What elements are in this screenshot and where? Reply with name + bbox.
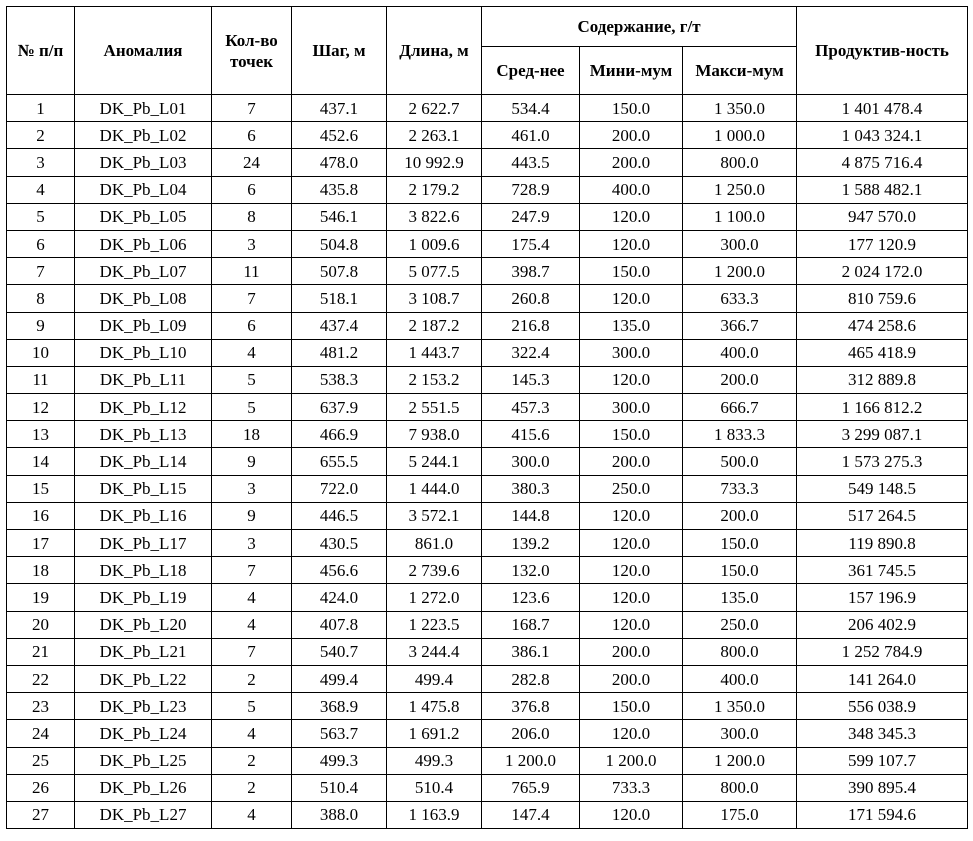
cell-avg: 376.8 <box>482 693 580 720</box>
table-row <box>7 285 968 312</box>
cell-length: 861.0 <box>387 530 482 557</box>
cell-num: 3 <box>7 149 75 176</box>
cell-avg: 461.0 <box>482 122 580 149</box>
cell-max: 1 350.0 <box>683 95 797 122</box>
cell-avg: 216.8 <box>482 312 580 339</box>
cell-anomaly: DK_Pb_L10 <box>75 339 212 366</box>
cell-length: 3 572.1 <box>387 502 482 529</box>
cell-anomaly: DK_Pb_L09 <box>75 312 212 339</box>
cell-num: 13 <box>7 421 75 448</box>
cell-step: 518.1 <box>292 285 387 312</box>
cell-productivity: 141 264.0 <box>797 665 968 692</box>
cell-max: 200.0 <box>683 502 797 529</box>
cell-productivity: 1 252 784.9 <box>797 638 968 665</box>
cell-avg: 175.4 <box>482 230 580 257</box>
cell-anomaly: DK_Pb_L14 <box>75 448 212 475</box>
table-row <box>7 502 968 529</box>
cell-avg: 443.5 <box>482 149 580 176</box>
header-length: Длина, м <box>387 7 482 95</box>
table-row <box>7 394 968 421</box>
cell-length: 1 443.7 <box>387 339 482 366</box>
cell-productivity: 474 258.6 <box>797 312 968 339</box>
table-row <box>7 584 968 611</box>
cell-step: 481.2 <box>292 339 387 366</box>
cell-step: 424.0 <box>292 584 387 611</box>
cell-num: 4 <box>7 176 75 203</box>
cell-step: 722.0 <box>292 475 387 502</box>
cell-step: 407.8 <box>292 611 387 638</box>
cell-length: 5 244.1 <box>387 448 482 475</box>
cell-avg: 534.4 <box>482 95 580 122</box>
cell-avg: 145.3 <box>482 366 580 393</box>
header-points: Кол-во точек <box>212 7 292 95</box>
cell-num: 22 <box>7 665 75 692</box>
cell-max: 300.0 <box>683 720 797 747</box>
cell-max: 250.0 <box>683 611 797 638</box>
table-row <box>7 122 968 149</box>
cell-num: 23 <box>7 693 75 720</box>
cell-anomaly: DK_Pb_L08 <box>75 285 212 312</box>
cell-num: 8 <box>7 285 75 312</box>
cell-length: 499.4 <box>387 665 482 692</box>
cell-length: 2 179.2 <box>387 176 482 203</box>
cell-anomaly: DK_Pb_L20 <box>75 611 212 638</box>
cell-max: 1 000.0 <box>683 122 797 149</box>
cell-min: 120.0 <box>580 285 683 312</box>
cell-productivity: 549 148.5 <box>797 475 968 502</box>
table-row <box>7 366 968 393</box>
cell-min: 135.0 <box>580 312 683 339</box>
cell-num: 12 <box>7 394 75 421</box>
cell-productivity: 177 120.9 <box>797 230 968 257</box>
cell-length: 10 992.9 <box>387 149 482 176</box>
cell-length: 2 187.2 <box>387 312 482 339</box>
cell-points: 9 <box>212 448 292 475</box>
cell-num: 9 <box>7 312 75 339</box>
cell-anomaly: DK_Pb_L15 <box>75 475 212 502</box>
header-anomaly: Аномалия <box>75 7 212 95</box>
cell-step: 504.8 <box>292 230 387 257</box>
cell-anomaly: DK_Pb_L17 <box>75 530 212 557</box>
cell-step: 563.7 <box>292 720 387 747</box>
cell-points: 6 <box>212 312 292 339</box>
cell-productivity: 810 759.6 <box>797 285 968 312</box>
cell-avg: 147.4 <box>482 801 580 828</box>
cell-productivity: 206 402.9 <box>797 611 968 638</box>
cell-length: 2 551.5 <box>387 394 482 421</box>
cell-anomaly: DK_Pb_L22 <box>75 665 212 692</box>
cell-min: 200.0 <box>580 122 683 149</box>
cell-avg: 380.3 <box>482 475 580 502</box>
cell-num: 21 <box>7 638 75 665</box>
cell-max: 135.0 <box>683 584 797 611</box>
table-row <box>7 230 968 257</box>
cell-avg: 123.6 <box>482 584 580 611</box>
cell-anomaly: DK_Pb_L04 <box>75 176 212 203</box>
cell-min: 733.3 <box>580 774 683 801</box>
cell-anomaly: DK_Pb_L25 <box>75 747 212 774</box>
table-row <box>7 801 968 828</box>
cell-step: 446.5 <box>292 502 387 529</box>
header-productivity: Продуктив-ность <box>797 7 968 95</box>
cell-productivity: 1 166 812.2 <box>797 394 968 421</box>
cell-productivity: 3 299 087.1 <box>797 421 968 448</box>
cell-anomaly: DK_Pb_L26 <box>75 774 212 801</box>
cell-length: 1 691.2 <box>387 720 482 747</box>
cell-anomaly: DK_Pb_L05 <box>75 203 212 230</box>
cell-num: 5 <box>7 203 75 230</box>
cell-num: 1 <box>7 95 75 122</box>
cell-min: 120.0 <box>580 366 683 393</box>
cell-avg: 415.6 <box>482 421 580 448</box>
cell-max: 200.0 <box>683 366 797 393</box>
cell-points: 24 <box>212 149 292 176</box>
cell-anomaly: DK_Pb_L12 <box>75 394 212 421</box>
cell-max: 733.3 <box>683 475 797 502</box>
cell-avg: 282.8 <box>482 665 580 692</box>
cell-points: 11 <box>212 258 292 285</box>
cell-anomaly: DK_Pb_L21 <box>75 638 212 665</box>
cell-avg: 206.0 <box>482 720 580 747</box>
cell-length: 1 272.0 <box>387 584 482 611</box>
cell-length: 2 739.6 <box>387 557 482 584</box>
cell-num: 7 <box>7 258 75 285</box>
cell-max: 666.7 <box>683 394 797 421</box>
cell-anomaly: DK_Pb_L01 <box>75 95 212 122</box>
cell-step: 437.1 <box>292 95 387 122</box>
cell-points: 3 <box>212 475 292 502</box>
cell-avg: 457.3 <box>482 394 580 421</box>
table-row <box>7 530 968 557</box>
cell-max: 500.0 <box>683 448 797 475</box>
cell-productivity: 2 024 172.0 <box>797 258 968 285</box>
cell-avg: 247.9 <box>482 203 580 230</box>
cell-avg: 765.9 <box>482 774 580 801</box>
cell-anomaly: DK_Pb_L02 <box>75 122 212 149</box>
cell-avg: 728.9 <box>482 176 580 203</box>
cell-num: 20 <box>7 611 75 638</box>
cell-points: 5 <box>212 394 292 421</box>
cell-anomaly: DK_Pb_L13 <box>75 421 212 448</box>
table-row <box>7 638 968 665</box>
cell-max: 1 250.0 <box>683 176 797 203</box>
cell-length: 510.4 <box>387 774 482 801</box>
table-row <box>7 720 968 747</box>
cell-max: 800.0 <box>683 774 797 801</box>
cell-productivity: 171 594.6 <box>797 801 968 828</box>
table-row <box>7 448 968 475</box>
cell-points: 7 <box>212 557 292 584</box>
cell-points: 4 <box>212 584 292 611</box>
table-row <box>7 611 968 638</box>
header-step: Шаг, м <box>292 7 387 95</box>
cell-productivity: 599 107.7 <box>797 747 968 774</box>
cell-min: 150.0 <box>580 421 683 448</box>
cell-avg: 260.8 <box>482 285 580 312</box>
cell-length: 5 077.5 <box>387 258 482 285</box>
cell-anomaly: DK_Pb_L07 <box>75 258 212 285</box>
cell-points: 3 <box>212 230 292 257</box>
cell-step: 538.3 <box>292 366 387 393</box>
cell-length: 1 475.8 <box>387 693 482 720</box>
cell-num: 10 <box>7 339 75 366</box>
cell-productivity: 1 401 478.4 <box>797 95 968 122</box>
table-row <box>7 665 968 692</box>
cell-productivity: 119 890.8 <box>797 530 968 557</box>
cell-productivity: 947 570.0 <box>797 203 968 230</box>
cell-anomaly: DK_Pb_L03 <box>75 149 212 176</box>
cell-num: 17 <box>7 530 75 557</box>
cell-avg: 398.7 <box>482 258 580 285</box>
cell-length: 2 263.1 <box>387 122 482 149</box>
cell-avg: 386.1 <box>482 638 580 665</box>
cell-anomaly: DK_Pb_L27 <box>75 801 212 828</box>
cell-points: 7 <box>212 638 292 665</box>
cell-max: 366.7 <box>683 312 797 339</box>
cell-avg: 168.7 <box>482 611 580 638</box>
cell-step: 478.0 <box>292 149 387 176</box>
cell-productivity: 157 196.9 <box>797 584 968 611</box>
cell-avg: 132.0 <box>482 557 580 584</box>
table-row <box>7 149 968 176</box>
cell-min: 200.0 <box>580 149 683 176</box>
cell-num: 25 <box>7 747 75 774</box>
cell-max: 1 833.3 <box>683 421 797 448</box>
cell-points: 7 <box>212 95 292 122</box>
cell-max: 175.0 <box>683 801 797 828</box>
cell-step: 437.4 <box>292 312 387 339</box>
cell-productivity: 348 345.3 <box>797 720 968 747</box>
cell-productivity: 465 418.9 <box>797 339 968 366</box>
cell-max: 300.0 <box>683 230 797 257</box>
cell-max: 800.0 <box>683 149 797 176</box>
cell-step: 368.9 <box>292 693 387 720</box>
cell-anomaly: DK_Pb_L11 <box>75 366 212 393</box>
cell-step: 655.5 <box>292 448 387 475</box>
cell-length: 3 244.4 <box>387 638 482 665</box>
cell-num: 15 <box>7 475 75 502</box>
cell-avg: 1 200.0 <box>482 747 580 774</box>
cell-points: 2 <box>212 665 292 692</box>
cell-min: 120.0 <box>580 557 683 584</box>
cell-avg: 300.0 <box>482 448 580 475</box>
cell-anomaly: DK_Pb_L18 <box>75 557 212 584</box>
cell-length: 1 444.0 <box>387 475 482 502</box>
cell-points: 2 <box>212 774 292 801</box>
cell-max: 150.0 <box>683 557 797 584</box>
cell-min: 150.0 <box>580 258 683 285</box>
cell-num: 24 <box>7 720 75 747</box>
cell-max: 633.3 <box>683 285 797 312</box>
cell-min: 300.0 <box>580 394 683 421</box>
cell-points: 9 <box>212 502 292 529</box>
cell-min: 120.0 <box>580 584 683 611</box>
cell-num: 16 <box>7 502 75 529</box>
cell-productivity: 517 264.5 <box>797 502 968 529</box>
cell-points: 2 <box>212 747 292 774</box>
table-row <box>7 475 968 502</box>
cell-step: 430.5 <box>292 530 387 557</box>
cell-anomaly: DK_Pb_L19 <box>75 584 212 611</box>
header-num: № п/п <box>7 7 75 95</box>
cell-min: 200.0 <box>580 638 683 665</box>
cell-num: 6 <box>7 230 75 257</box>
table-row <box>7 774 968 801</box>
cell-step: 466.9 <box>292 421 387 448</box>
cell-max: 1 100.0 <box>683 203 797 230</box>
cell-anomaly: DK_Pb_L24 <box>75 720 212 747</box>
cell-productivity: 1 588 482.1 <box>797 176 968 203</box>
header-min: Мини-мум <box>580 47 683 95</box>
cell-num: 2 <box>7 122 75 149</box>
cell-num: 11 <box>7 366 75 393</box>
table-row <box>7 339 968 366</box>
cell-step: 540.7 <box>292 638 387 665</box>
cell-max: 400.0 <box>683 665 797 692</box>
table-row <box>7 747 968 774</box>
cell-min: 200.0 <box>580 665 683 692</box>
header-content: Содержание, г/т <box>482 7 797 47</box>
cell-step: 546.1 <box>292 203 387 230</box>
table-row <box>7 421 968 448</box>
cell-avg: 322.4 <box>482 339 580 366</box>
cell-num: 18 <box>7 557 75 584</box>
cell-step: 637.9 <box>292 394 387 421</box>
table-row <box>7 312 968 339</box>
cell-length: 1 009.6 <box>387 230 482 257</box>
cell-anomaly: DK_Pb_L16 <box>75 502 212 529</box>
cell-length: 499.3 <box>387 747 482 774</box>
cell-productivity: 361 745.5 <box>797 557 968 584</box>
table-row <box>7 95 968 122</box>
cell-anomaly: DK_Pb_L06 <box>75 230 212 257</box>
cell-num: 27 <box>7 801 75 828</box>
cell-min: 120.0 <box>580 230 683 257</box>
table-row <box>7 203 968 230</box>
cell-min: 1 200.0 <box>580 747 683 774</box>
cell-max: 1 350.0 <box>683 693 797 720</box>
cell-max: 1 200.0 <box>683 258 797 285</box>
table-body <box>7 95 968 829</box>
cell-length: 2 622.7 <box>387 95 482 122</box>
cell-max: 800.0 <box>683 638 797 665</box>
cell-length: 7 938.0 <box>387 421 482 448</box>
cell-productivity: 1 573 275.3 <box>797 448 968 475</box>
cell-step: 456.6 <box>292 557 387 584</box>
table-row <box>7 693 968 720</box>
anomaly-table <box>6 6 968 829</box>
cell-max: 400.0 <box>683 339 797 366</box>
cell-min: 120.0 <box>580 801 683 828</box>
cell-productivity: 4 875 716.4 <box>797 149 968 176</box>
cell-length: 2 153.2 <box>387 366 482 393</box>
cell-points: 4 <box>212 720 292 747</box>
cell-step: 510.4 <box>292 774 387 801</box>
cell-min: 400.0 <box>580 176 683 203</box>
cell-min: 150.0 <box>580 693 683 720</box>
cell-avg: 139.2 <box>482 530 580 557</box>
cell-length: 1 163.9 <box>387 801 482 828</box>
cell-productivity: 312 889.8 <box>797 366 968 393</box>
cell-points: 4 <box>212 339 292 366</box>
table-row <box>7 258 968 285</box>
cell-points: 4 <box>212 801 292 828</box>
cell-points: 18 <box>212 421 292 448</box>
cell-points: 5 <box>212 366 292 393</box>
cell-step: 388.0 <box>292 801 387 828</box>
cell-num: 19 <box>7 584 75 611</box>
cell-max: 150.0 <box>683 530 797 557</box>
cell-min: 120.0 <box>580 611 683 638</box>
cell-step: 499.4 <box>292 665 387 692</box>
table-row <box>7 557 968 584</box>
cell-points: 7 <box>212 285 292 312</box>
cell-min: 150.0 <box>580 95 683 122</box>
cell-num: 14 <box>7 448 75 475</box>
cell-productivity: 556 038.9 <box>797 693 968 720</box>
cell-points: 5 <box>212 693 292 720</box>
cell-min: 300.0 <box>580 339 683 366</box>
cell-productivity: 390 895.4 <box>797 774 968 801</box>
cell-max: 1 200.0 <box>683 747 797 774</box>
cell-step: 507.8 <box>292 258 387 285</box>
cell-min: 120.0 <box>580 203 683 230</box>
table-row <box>7 176 968 203</box>
header-max: Макси-мум <box>683 47 797 95</box>
cell-length: 1 223.5 <box>387 611 482 638</box>
cell-step: 499.3 <box>292 747 387 774</box>
cell-min: 120.0 <box>580 530 683 557</box>
cell-points: 8 <box>212 203 292 230</box>
cell-min: 250.0 <box>580 475 683 502</box>
cell-points: 6 <box>212 176 292 203</box>
cell-anomaly: DK_Pb_L23 <box>75 693 212 720</box>
cell-length: 3 822.6 <box>387 203 482 230</box>
cell-points: 6 <box>212 122 292 149</box>
cell-step: 435.8 <box>292 176 387 203</box>
cell-points: 4 <box>212 611 292 638</box>
cell-points: 3 <box>212 530 292 557</box>
cell-step: 452.6 <box>292 122 387 149</box>
cell-min: 120.0 <box>580 720 683 747</box>
cell-num: 26 <box>7 774 75 801</box>
cell-avg: 144.8 <box>482 502 580 529</box>
cell-min: 200.0 <box>580 448 683 475</box>
cell-length: 3 108.7 <box>387 285 482 312</box>
cell-min: 120.0 <box>580 502 683 529</box>
header-avg: Сред-нее <box>482 47 580 95</box>
cell-productivity: 1 043 324.1 <box>797 122 968 149</box>
